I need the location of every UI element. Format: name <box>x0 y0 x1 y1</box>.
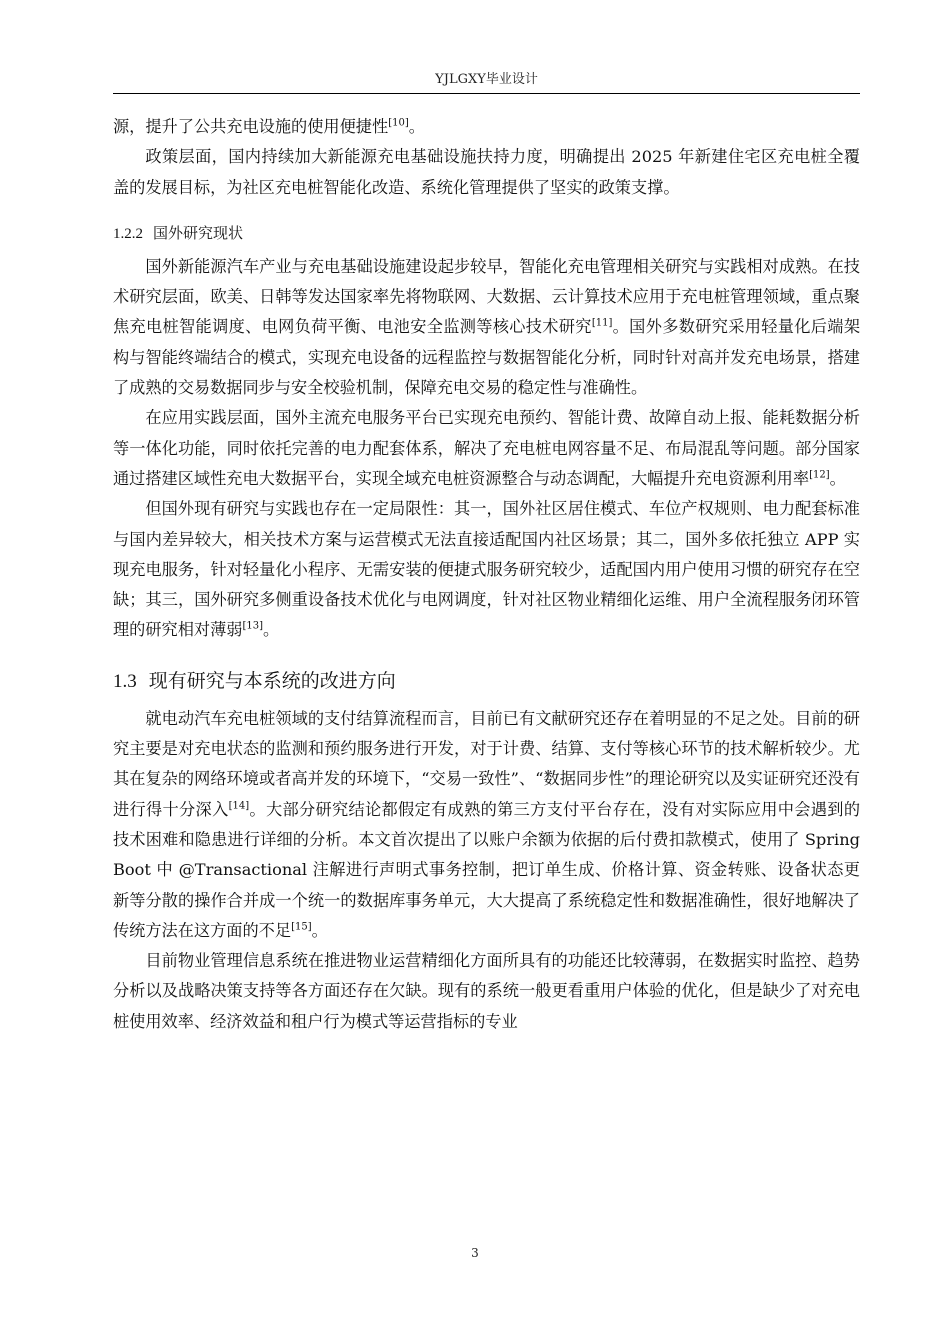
page-header <box>113 67 860 94</box>
section-title: 现有研究与本系统的改进方向 <box>148 669 396 692</box>
paragraph-text: 国外新能源汽车产业与充电基础设施建设起步较早，智能化充电管理相关研究与实践相对成熟。在技术研究层面，欧美、日韩等发达国家率先将物联网、大数据、云计算技术应用于充电桩管理领域，重点聚焦充电桩智能调度、电网负荷平衡、电池安全监测等核心技术研究 <box>113 256 860 337</box>
paragraph-text: 源，提升了公共充电设施的使用便捷性 <box>113 117 389 136</box>
paragraph-text: 在应用实践层面，国外主流充电服务平台已实现充电预约、智能计费、故障自动上报、能耗数据分析等一体化功能，同时依托完善的电力配套体系，解决了充电桩电网容量不足、布局混乱等问题。部分国家通过搭建区域性充电大数据平台，实现全域充电桩资源整合与动态调配，大幅提升充电资源利用率 <box>113 408 860 488</box>
section-number: 1.2.2 <box>113 225 143 242</box>
paragraph <box>113 112 860 142</box>
citation: [15] <box>291 921 312 933</box>
paragraph-text: 。 <box>311 920 328 940</box>
paragraph-text: 但国外现有研究与实践也存在一定局限性：其一，国外社区居住模式、车位产权规则、电力配套标准与国内差异较大，相关技术方案与运营模式无法直接适配国内社区场景；其二，国外多依托独立 APP 实现充电服务，针对轻量化小程序、无需安装的便捷式服务研究较少，适配国内用户使用习惯的研究存在空缺；其三，国外研究多侧重设备技术优化与电网调度，针对社区物业精细化运维、用户全流程服务闭环管理的研究相对薄弱 <box>113 499 860 640</box>
section-number: 1.3 <box>113 670 137 692</box>
paragraph: 政策层面，国内持续加大新能源充电基础设施扶持力度，明确提出 2025 年新建住宅区充电桩全覆盖的发展目标，为社区充电桩智能化改造、系统化管理提供了坚实的政策支撑。 <box>113 147 860 197</box>
citation: [13] <box>242 621 264 633</box>
section-title: 国外研究现状 <box>153 223 244 242</box>
citation: [12] <box>809 469 830 481</box>
citation: [14] <box>228 800 250 812</box>
paragraph-text: 。大部分研究结论都假定有成熟的第三方支付平台存在，没有对实际应用中会遇到的技术困难和隐患进行详细的分析。本文首次提出了以账户余额为依据的后付费扣款模式，使用了 Spring Boot 中 @Transactional 注解进行声明式事务控制，把订单生成、价格计算、资金转账、设备状态更新等分散的操作合并成一个统一的数据库事务单元，大大提高了系统稳定性和数据准确性，很好地解决了传统方法在这方面的不足 <box>113 799 861 940</box>
section-heading-1-3 <box>113 666 860 697</box>
citation: [10] <box>388 117 409 129</box>
paragraph <box>113 494 860 645</box>
section-heading-1-2-2 <box>113 218 860 249</box>
paragraph-text: 。 <box>263 620 280 640</box>
page-number: 3 <box>471 1246 479 1260</box>
paragraph <box>113 252 860 403</box>
page-body <box>113 112 860 1037</box>
header-title: YJLGXY毕业设计 <box>435 72 538 87</box>
paragraph: 目前物业管理信息系统在推进物业运营精细化方面所具有的功能还比较薄弱，在数据实时监控、趋势分析以及战略决策支持等各方面还存在欠缺。现有的系统一般更看重用户体验的优化，但是缺少了对充电桩使用效率、经济效益和租户行为模式等运营指标的专业 <box>113 951 860 1031</box>
citation: [11] <box>591 318 613 330</box>
paragraph-text: 就电动汽车充电桩领域的支付结算流程而言，目前已有文献研究还存在着明显的不足之处。目前的研究主要是对充电状态的监测和预约服务进行开发，对于计费、结算、支付等核心环节的技术解析较少。尤其在复杂的网络环境或者高并发的环境下，“交易一致性”、“数据同步性”的理论研究以及实证研究还没有进行得十分深入 <box>113 708 860 819</box>
paragraph-text: 。 <box>408 117 425 136</box>
paragraph-text: 。国外多数研究采用轻量化后端架构与智能终端结合的模式，实现充电设备的远程监控与数据智能化分析，同时针对高并发充电场景，搭建了成熟的交易数据同步与安全校验机制，保障充电交易的稳定性与准确性。 <box>113 317 861 398</box>
paragraph <box>113 704 860 946</box>
paragraph <box>113 403 860 494</box>
paragraph-text: 。 <box>829 468 846 488</box>
